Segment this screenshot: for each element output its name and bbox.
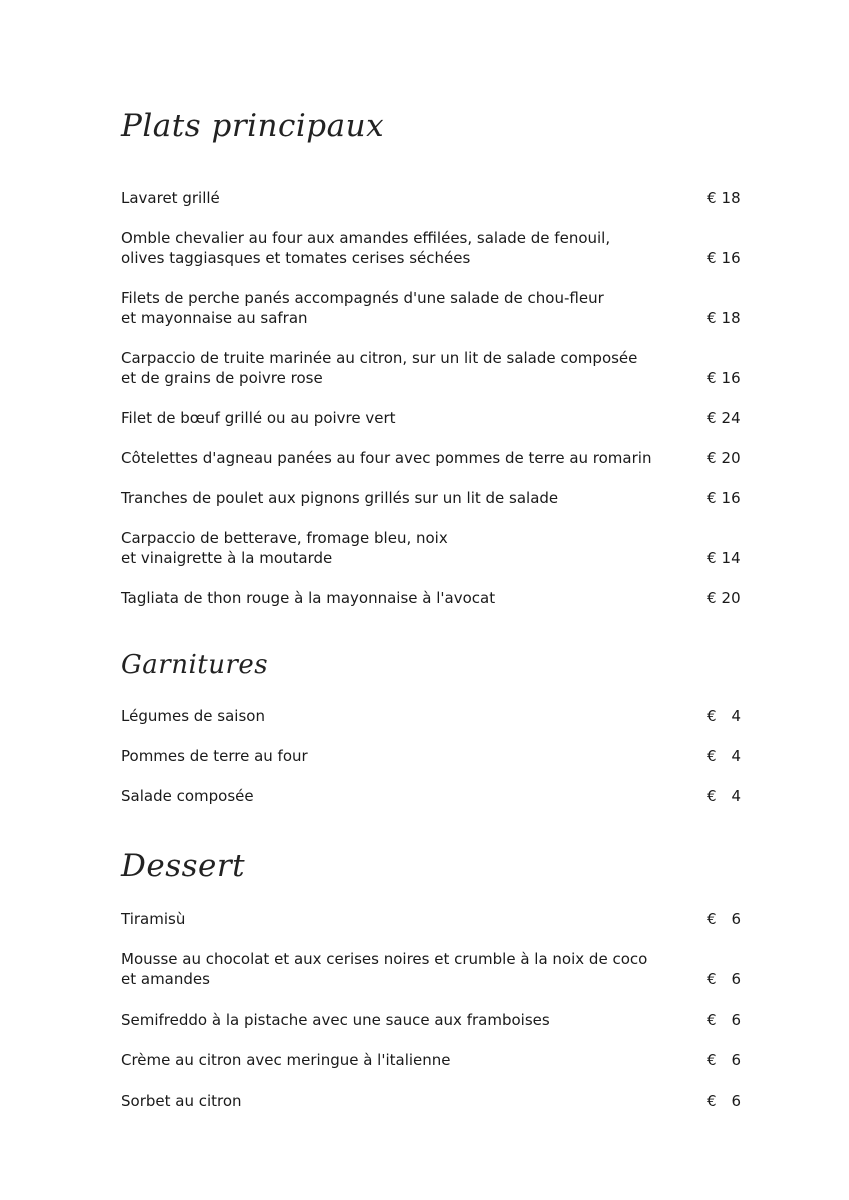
- price-value: 16: [721, 369, 741, 387]
- item-line: Semifreddo à la pistache avec une sauce aux framboises: [121, 1011, 550, 1029]
- price-value: 14: [721, 549, 741, 567]
- section-title-plats-principaux: Plats principaux: [121, 108, 385, 144]
- price-value: 4: [731, 747, 741, 765]
- menu-item: [121, 408, 741, 428]
- menu-item: [121, 188, 741, 208]
- item-description: [121, 909, 671, 929]
- price-value: 6: [731, 1092, 741, 1110]
- price-value: 6: [731, 1011, 741, 1029]
- item-line: Lavaret grillé: [121, 189, 220, 207]
- currency-symbol: €: [707, 910, 717, 928]
- section-title-dessert: Dessert: [121, 848, 246, 884]
- price-value: 18: [721, 309, 741, 327]
- item-price: [707, 969, 741, 989]
- item-price: [707, 308, 741, 328]
- item-price: [707, 588, 741, 608]
- item-price: [707, 706, 741, 726]
- item-line: Tranches de poulet aux pignons grillés sur un lit de salade: [121, 489, 559, 507]
- currency-symbol: €: [707, 409, 717, 427]
- item-line: et mayonnaise au safran: [121, 309, 308, 327]
- menu-item: [121, 786, 741, 806]
- item-description: [121, 488, 671, 508]
- item-description: [121, 528, 671, 568]
- price-value: 24: [721, 409, 741, 427]
- currency-symbol: €: [707, 1011, 717, 1029]
- price-value: 20: [721, 589, 741, 607]
- menu-item: [121, 1050, 741, 1070]
- item-description: [121, 188, 671, 208]
- item-line: Salade composée: [121, 787, 254, 805]
- item-line: Sorbet au citron: [121, 1092, 242, 1110]
- item-line: et amandes: [121, 970, 210, 988]
- item-description: [121, 949, 671, 989]
- item-price: [707, 1091, 741, 1111]
- item-price: [707, 408, 741, 428]
- item-price: [707, 786, 741, 806]
- item-line: Mousse au chocolat et aux cerises noires et crumble à la noix de coco: [121, 950, 648, 968]
- menu-item: [121, 448, 741, 468]
- currency-symbol: €: [707, 707, 717, 725]
- item-price: [707, 1050, 741, 1070]
- currency-symbol: €: [707, 489, 717, 507]
- section-title-garnitures: Garnitures: [121, 650, 269, 680]
- item-description: [121, 1010, 671, 1030]
- currency-symbol: €: [707, 309, 717, 327]
- menu-item: [121, 528, 741, 568]
- item-description: [121, 448, 671, 468]
- currency-symbol: €: [707, 189, 717, 207]
- item-description: [121, 228, 671, 268]
- item-line: Carpaccio de truite marinée au citron, sur un lit de salade composée: [121, 349, 638, 367]
- currency-symbol: €: [707, 449, 717, 467]
- currency-symbol: €: [707, 970, 717, 988]
- currency-symbol: €: [707, 249, 717, 267]
- item-price: [707, 1010, 741, 1030]
- item-price: [707, 488, 741, 508]
- currency-symbol: €: [707, 589, 717, 607]
- item-description: [121, 348, 671, 388]
- menu-item: [121, 1010, 741, 1030]
- menu-item: [121, 909, 741, 929]
- menu-item: [121, 588, 741, 608]
- menu-item: [121, 348, 741, 388]
- menu-item: [121, 288, 741, 328]
- currency-symbol: €: [707, 747, 717, 765]
- item-price: [707, 548, 741, 568]
- item-line: Tagliata de thon rouge à la mayonnaise à l'avocat: [121, 589, 496, 607]
- currency-symbol: €: [707, 369, 717, 387]
- menu-item: [121, 488, 741, 508]
- price-value: 18: [721, 189, 741, 207]
- item-price: [707, 248, 741, 268]
- currency-symbol: €: [707, 1092, 717, 1110]
- item-line: Tiramisù: [121, 910, 186, 928]
- item-description: [121, 588, 671, 608]
- price-value: 6: [731, 970, 741, 988]
- item-description: [121, 746, 671, 766]
- item-line: olives taggiasques et tomates cerises séchées: [121, 249, 471, 267]
- price-value: 16: [721, 489, 741, 507]
- item-price: [707, 746, 741, 766]
- menu-item: [121, 746, 741, 766]
- item-line: et vinaigrette à la moutarde: [121, 549, 333, 567]
- item-line: et de grains de poivre rose: [121, 369, 323, 387]
- price-value: 4: [731, 707, 741, 725]
- item-price: [707, 448, 741, 468]
- price-value: 6: [731, 910, 741, 928]
- price-value: 4: [731, 787, 741, 805]
- price-value: 20: [721, 449, 741, 467]
- item-description: [121, 1050, 671, 1070]
- item-line: Côtelettes d'agneau panées au four avec pommes de terre au romarin: [121, 449, 652, 467]
- item-price: [707, 188, 741, 208]
- menu-item: [121, 706, 741, 726]
- item-description: [121, 288, 671, 328]
- item-price: [707, 909, 741, 929]
- price-value: 6: [731, 1051, 741, 1069]
- currency-symbol: €: [707, 549, 717, 567]
- item-line: Omble chevalier au four aux amandes effilées, salade de fenouil,: [121, 229, 611, 247]
- item-description: [121, 1091, 671, 1111]
- menu-item: [121, 949, 741, 989]
- menu-item: [121, 228, 741, 268]
- item-line: Légumes de saison: [121, 707, 265, 725]
- item-description: [121, 786, 671, 806]
- item-line: Carpaccio de betterave, fromage bleu, noix: [121, 529, 448, 547]
- item-line: Crème au citron avec meringue à l'italienne: [121, 1051, 451, 1069]
- price-value: 16: [721, 249, 741, 267]
- currency-symbol: €: [707, 1051, 717, 1069]
- item-line: Pommes de terre au four: [121, 747, 308, 765]
- item-line: Filet de bœuf grillé ou au poivre vert: [121, 409, 396, 427]
- currency-symbol: €: [707, 787, 717, 805]
- item-description: [121, 408, 671, 428]
- item-price: [707, 368, 741, 388]
- item-line: Filets de perche panés accompagnés d'une salade de chou-fleur: [121, 289, 604, 307]
- menu-item: [121, 1091, 741, 1111]
- item-description: [121, 706, 671, 726]
